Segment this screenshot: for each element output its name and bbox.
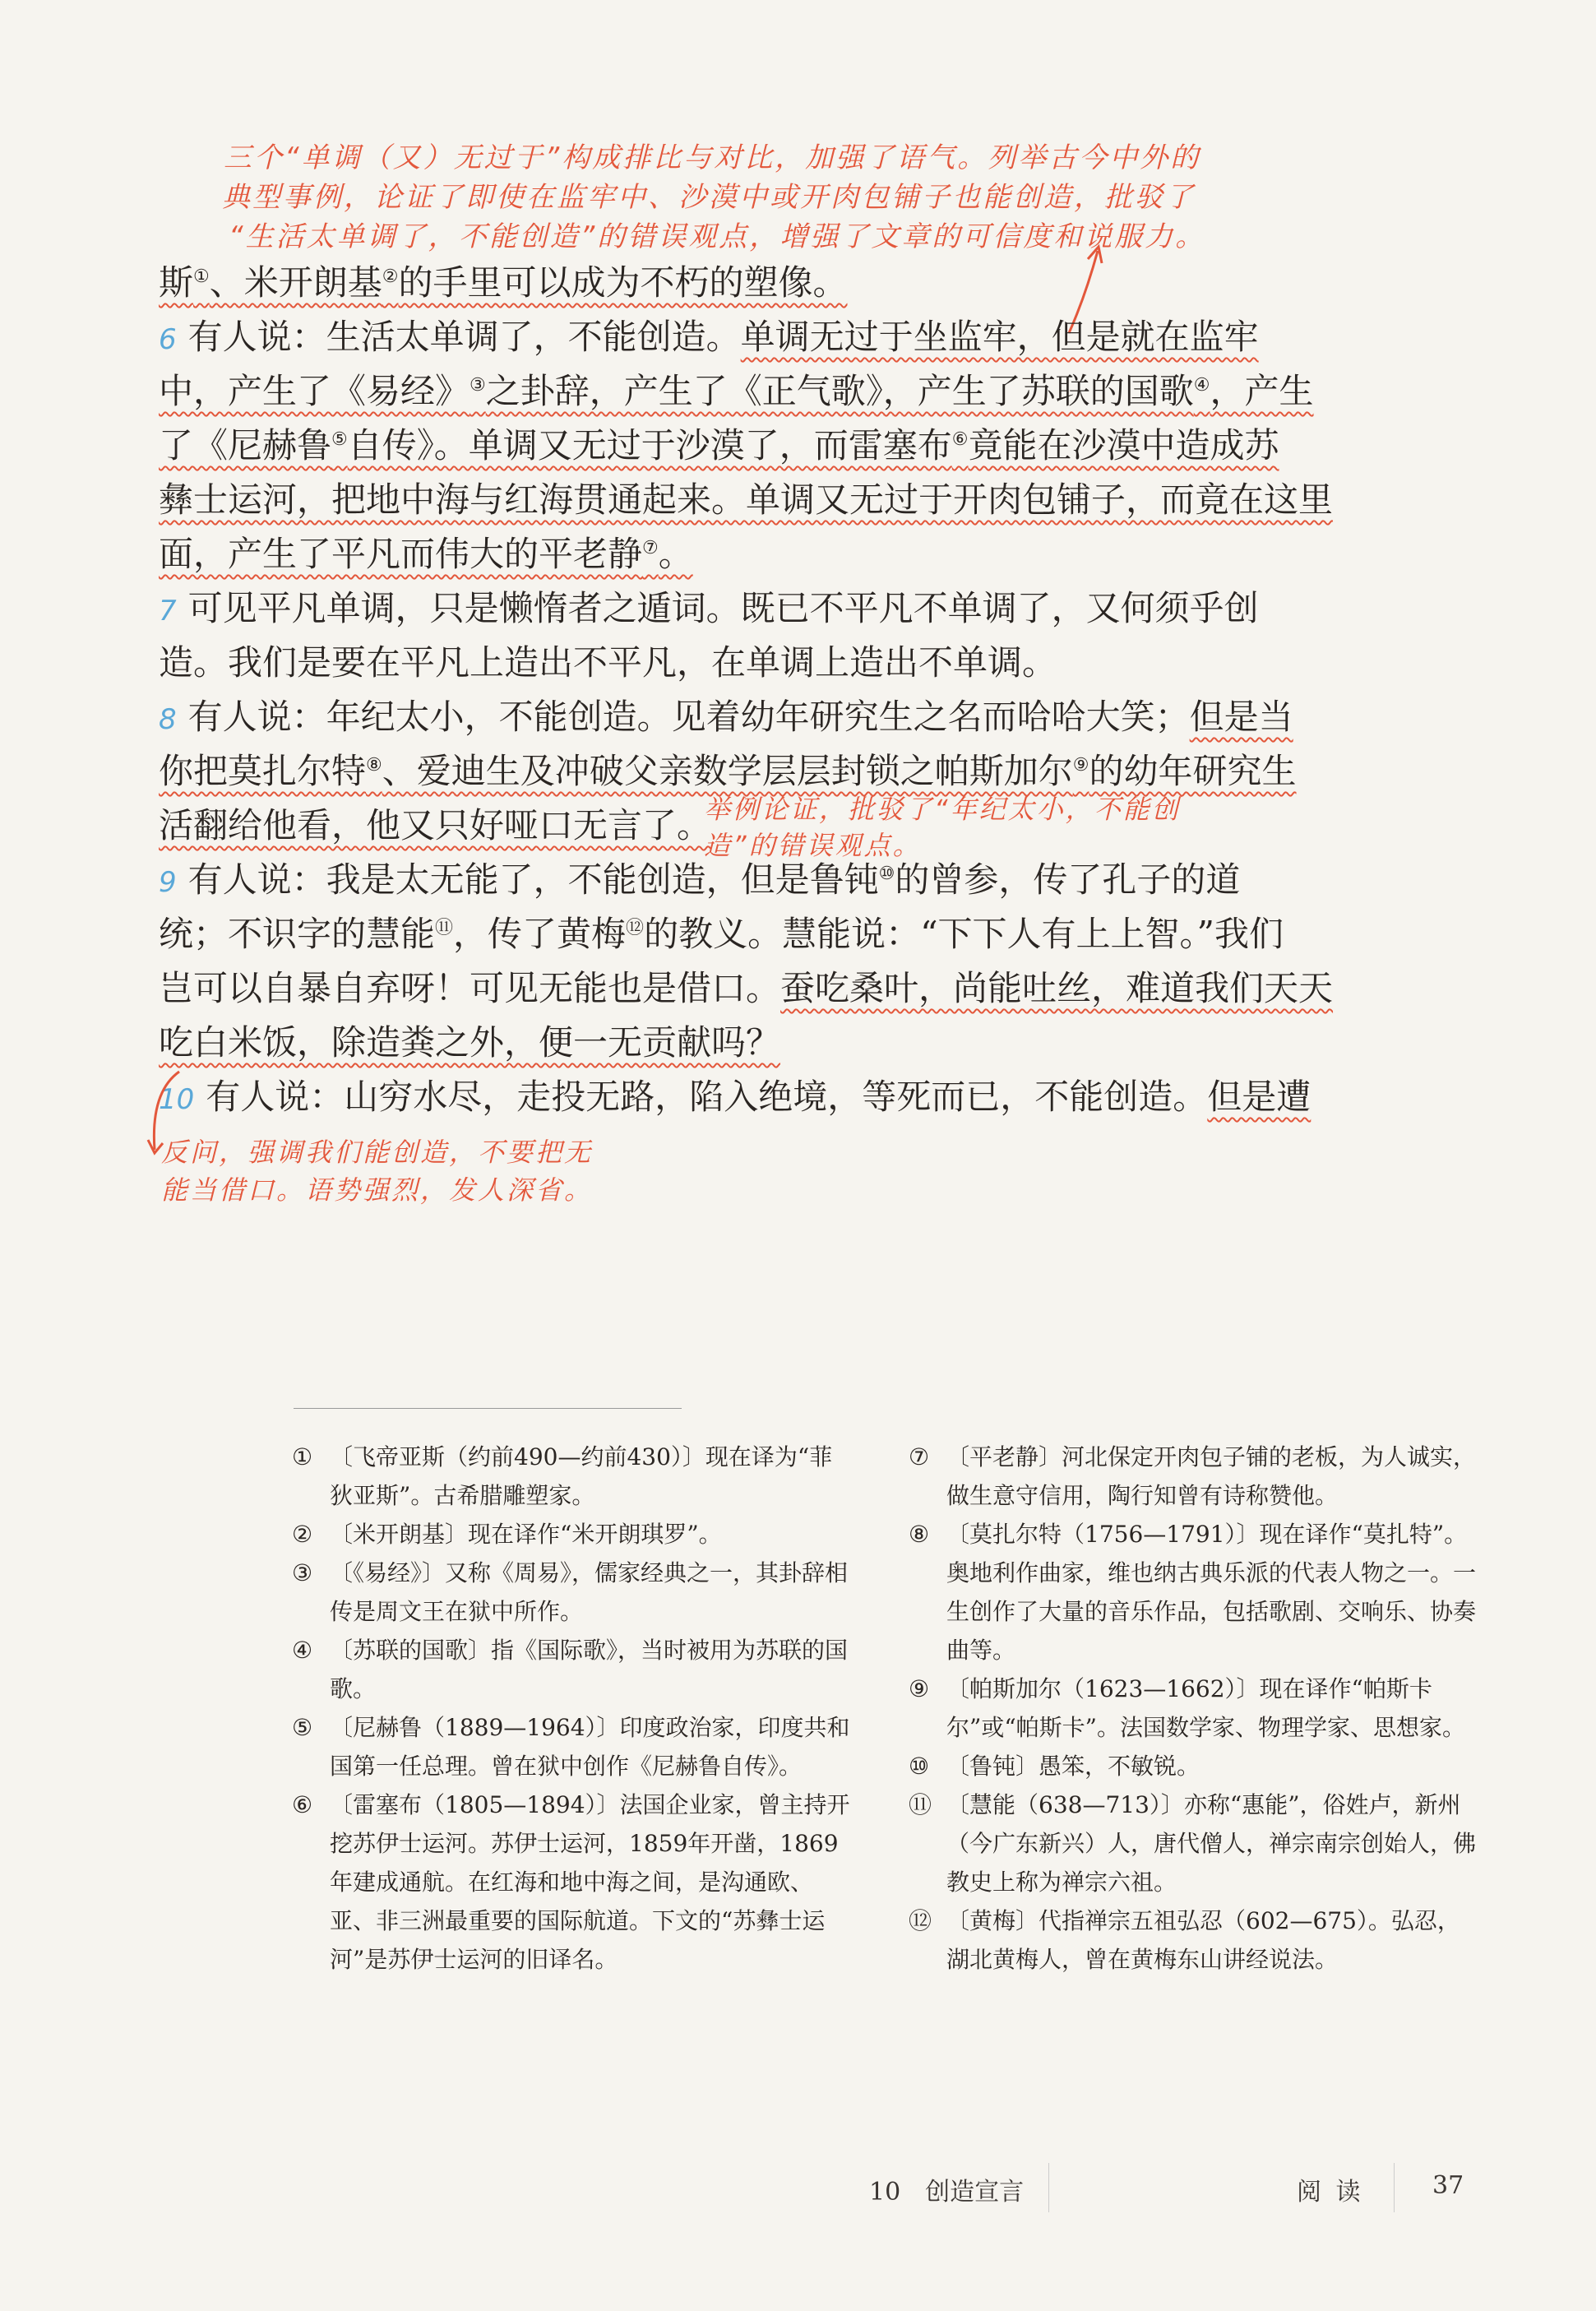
footnote-ref[interactable]: ⑩ — [878, 864, 895, 884]
footer-divider — [1048, 2163, 1049, 2212]
annotation-bottom — [161, 1133, 593, 1209]
footnote-text: 〔米开朗基〕现在译作“米开朗琪罗”。 — [330, 1521, 722, 1548]
footnote-item — [292, 1708, 854, 1785]
body-line — [159, 258, 848, 308]
annotation-line: 反问，强调我们能创造，不要把无 — [161, 1137, 594, 1168]
footnote-text: 〔莫扎尔特（1756—1791）〕现在译作“莫扎特”。奥地利作曲家，维也纳古典乐派的代表人物之一。一生创作了大量的音乐作品，包括歌剧、交响乐、协奏曲等。 — [946, 1521, 1477, 1664]
footer-section: 阅 读 — [1297, 2178, 1364, 2207]
footnote-ref[interactable]: ③ — [470, 375, 486, 396]
text-run: 单调无过于坐监牢，但是就在监牢 — [740, 317, 1259, 357]
body-line: 7 可见平凡单调，只是懒惰者之遁词。既已不平凡不单调了，又何须乎创 — [159, 588, 1259, 628]
footnote-text: 〔苏联的国歌〕指《国际歌》，当时被用为苏联的国歌。 — [330, 1637, 849, 1702]
footnote-item — [292, 1631, 854, 1708]
footnote-number: ⑦ — [909, 1443, 930, 1470]
annotation-line: “生活太单调了，不能创造”的错误观点，增强了文章的可信度和说服力。 — [229, 220, 1206, 253]
footnote-number: ⑫ — [909, 1907, 932, 1934]
footnote-ref[interactable]: ② — [382, 266, 399, 287]
body-line: 10 有人说：山穷水尽，走投无路，陷入绝境，等死而已，不能创造。但是遭 — [159, 1077, 1311, 1117]
footnote-item — [292, 1438, 854, 1515]
footnote-item — [909, 1901, 1476, 1979]
footnote-number: ⑤ — [292, 1714, 313, 1741]
body-line: 造。我们是要在平凡上造出不平凡，在单调上造出不单调。 — [159, 642, 1057, 683]
body-line: 了《尼赫鲁⑤自传》。单调又无过于沙漠了，而雷塞布⑥竟能在沙漠中造成苏 — [159, 425, 1279, 465]
body-line: 活翻给他看，他又只好哑口无言了。 — [159, 805, 712, 845]
footnote-item — [909, 1785, 1476, 1901]
footnote-text: 〔飞帝亚斯（约前490—约前430）〕现在译为“菲狄亚斯”。古希腊雕塑家。 — [330, 1443, 833, 1509]
text-run: 斯①、米开朗基②的手里可以成为不朽的塑像。 — [159, 262, 848, 303]
paragraph-number: 9 — [159, 866, 177, 899]
paragraph-number: 6 — [159, 323, 177, 356]
paragraph-number: 10 — [159, 1083, 195, 1116]
body-line — [159, 313, 1259, 364]
footer-lesson: 10 创造宣言 — [869, 2178, 1025, 2207]
footnote-text: 〔平老静〕河北保定开肉包子铺的老板，为人诚实，做生意守信用，陶行知曾有诗称赞他。 — [946, 1443, 1477, 1509]
footnote-ref[interactable]: ① — [193, 266, 210, 287]
footnote-text: 〔鲁钝〕愚笨，不敏锐。 — [946, 1753, 1200, 1780]
footnote-item — [909, 1747, 1476, 1785]
footer-divider — [1394, 2163, 1395, 2212]
page-number: 37 — [1432, 2171, 1464, 2200]
footnote-ref[interactable]: ⑧ — [366, 755, 382, 776]
footnote-number: ⑪ — [909, 1791, 932, 1818]
footnote-divider — [294, 1408, 682, 1409]
annotation-mid — [704, 791, 1181, 864]
footnote-ref[interactable]: ⑥ — [951, 429, 969, 450]
footnote-ref[interactable]: ⑤ — [331, 429, 348, 450]
footnotes-left — [292, 1438, 854, 1979]
footnote-number: ① — [292, 1443, 313, 1470]
footnote-ref[interactable]: ④ — [1193, 375, 1210, 396]
footnote-item — [292, 1515, 854, 1554]
footnote-item — [292, 1785, 854, 1979]
footnote-ref[interactable]: ⑪ — [435, 918, 454, 938]
annotation-line: 能当借口。语势强烈，发人深省。 — [161, 1174, 594, 1206]
footnote-number: ⑨ — [909, 1675, 930, 1702]
footnote-ref[interactable]: ⑦ — [642, 538, 659, 558]
footnote-ref[interactable]: ⑫ — [626, 918, 645, 938]
annotation-line: 典型事例，论证了即使在监牢中、沙漠中或开肉包铺子也能创造，批驳了 — [222, 181, 1196, 214]
footnote-item — [292, 1554, 854, 1631]
footnote-number: ② — [292, 1521, 313, 1548]
footnote-item — [909, 1670, 1476, 1747]
paragraph-number: 8 — [159, 703, 177, 736]
body-line: 彝士运河，把地中海与红海贯通起来。单调又无过于开肉包铺子，而竟在这里 — [159, 479, 1334, 520]
annotation-line: 举例论证，批驳了“年纪太小，不能创 — [704, 794, 1181, 825]
annotation-line: 三个“单调（又）无过于”构成排比与对比，加强了语气。列举古今中外的 — [224, 141, 1201, 174]
body-line: 9 有人说：我是太无能了，不能创造，但是鲁钝⑩的曾参，传了孔子的道 — [159, 859, 1241, 900]
footnote-text: 〔尼赫鲁（1889—1964）〕印度政治家，印度共和国第一任总理。曾在狱中创作《尼赫鲁自传》。 — [330, 1714, 850, 1780]
body-line: 统；不识字的慧能⑪，传了黄梅⑫的教义。慧能说：“下下人有上上智。”我们 — [159, 914, 1284, 954]
body-line: 岂可以自暴自弃呀！可见无能也是借口。蚕吃桑叶，尚能吐丝，难道我们天天 — [159, 968, 1334, 1008]
annotation-line: 造”的错误观点。 — [704, 830, 922, 861]
body-line: 吃白米饭，除造粪之外，便一无贡献吗？ — [159, 1022, 781, 1063]
text-run: 有人说：生活太单调了，不能创造。 — [187, 317, 741, 357]
footnote-number: ③ — [292, 1559, 313, 1586]
footnote-text: 〔《易经》〕又称《周易》，儒家经典之一，其卦辞相传是周文王在狱中所作。 — [330, 1559, 849, 1625]
footnote-item — [909, 1438, 1476, 1515]
footnote-number: ⑥ — [292, 1791, 313, 1818]
footnote-text: 〔帕斯加尔（1623—1662）〕现在译作“帕斯卡尔”或“帕斯卡”。法国数学家、物理学家、思想家。 — [946, 1675, 1465, 1741]
body-line: 8 有人说：年纪太小，不能创造。见着幼年研究生之名而哈哈大笑；但是当 — [159, 697, 1293, 737]
footnote-text: 〔雷塞布（1805—1894）〕法国企业家，曾主持开挖苏伊士运河。苏伊士运河，1859年开凿，1869年建成通航。在红海和地中海之间，是沟通欧、亚、非三洲最重要的国际航道。下文的“苏彝士运河”是苏伊士运河的旧译名。 — [330, 1791, 850, 1973]
footnote-number: ④ — [292, 1637, 313, 1664]
paragraph-number: 7 — [159, 595, 177, 628]
footnote-number: ⑩ — [909, 1753, 930, 1780]
body-line: 中，产生了《易经》③之卦辞，产生了《正气歌》，产生了苏联的国歌④，产生 — [159, 371, 1314, 411]
footnote-text: 〔慧能（638—713）〕亦称“惠能”，俗姓卢，新州（今广东新兴）人，唐代僧人，禅宗南宗创始人，佛教史上称为禅宗六祖。 — [946, 1791, 1477, 1896]
footnote-item — [909, 1515, 1476, 1670]
footnote-number: ⑧ — [909, 1521, 930, 1548]
body-line: 面，产生了平凡而伟大的平老静⑦。 — [159, 534, 693, 574]
footnotes-right — [909, 1438, 1476, 1979]
body-line: 你把莫扎尔特⑧、爱迪生及冲破父亲数学层层封锁之帕斯加尔⑨的幼年研究生 — [159, 751, 1297, 791]
footnote-ref[interactable]: ⑨ — [1072, 755, 1089, 776]
footnote-text: 〔黄梅〕代指禅宗五祖弘忍（602—675）。弘忍，湖北黄梅人，曾在黄梅东山讲经说法。 — [946, 1907, 1460, 1973]
